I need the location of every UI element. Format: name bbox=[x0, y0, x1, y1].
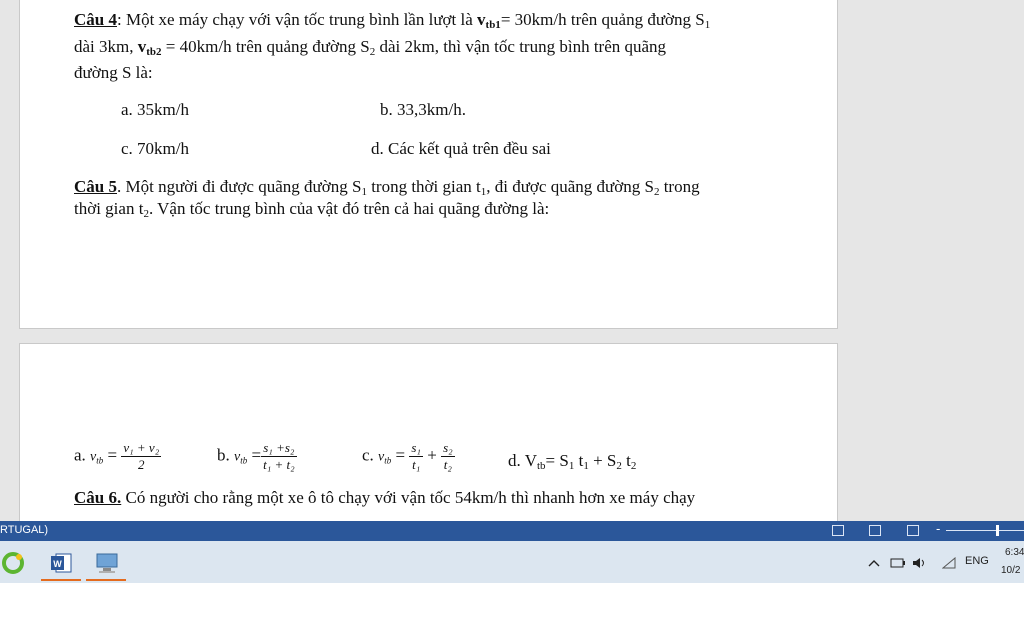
fraction: $\frac{\text{v₁ + v₂}}{2}$ bbox=[123, 440, 160, 472]
fraction: $\frac{\text{s₁ +s₂}}{\text{t₁ + t₂}}$ bbox=[263, 440, 295, 472]
q4-option-c: c. 70km/h bbox=[121, 139, 189, 158]
print-layout-icon[interactable] bbox=[869, 525, 881, 536]
q5-option-c: c. vtb = $\frac{\text{s₁}}{\text{t₁}}$ + $\frac{\text{s₂}}{\text{t₂}}$ bbox=[362, 440, 453, 472]
q4-label: Câu 4 bbox=[74, 10, 117, 29]
read-mode-icon[interactable] bbox=[832, 525, 844, 536]
q5-line-2: thời gian $t_2$. Vận tốc trung bình của vật đó trên cả hai quãng đường là: bbox=[74, 199, 550, 220]
wifi-icon[interactable] bbox=[942, 557, 956, 569]
chevron-up-icon[interactable] bbox=[868, 558, 880, 568]
svg-text:W: W bbox=[53, 559, 62, 569]
q6-line-1: Câu 6. Có người cho rằng một xe ô tô chạy với vận tốc 54km/h thì nhanh hơn xe máy chạy bbox=[74, 488, 696, 507]
q5-option-b: b. vtb = $\frac{\text{s₁ +s₂}}{\text{t₁ + t₂}}$ bbox=[217, 440, 295, 472]
word-icon bbox=[49, 551, 73, 575]
q4-line-1: Câu 4: Một xe máy chạy với vận tốc trung bình lần lượt là vtb1= 30km/h trên quảng đường $S_1$ bbox=[74, 10, 711, 31]
q4-option-d: d. Các kết quả trên đều sai bbox=[371, 139, 551, 158]
taskbar-computer[interactable] bbox=[86, 547, 126, 581]
fraction: $\frac{\text{s₁}}{\text{t₁}}$ bbox=[411, 440, 421, 472]
q4-option-b: b. 33,3km/h. bbox=[380, 100, 466, 119]
q5-label: Câu 5 bbox=[74, 177, 117, 196]
blank-area bbox=[0, 583, 1024, 617]
input-language[interactable]: ENG bbox=[965, 555, 989, 567]
computer-icon bbox=[94, 551, 120, 575]
taskbar-app-1[interactable] bbox=[0, 547, 40, 581]
zoom-slider[interactable] bbox=[946, 530, 1024, 531]
q5-option-d: d. $V_{tb}= S_1$ $t_1 + S_2$ $t_2$ bbox=[508, 451, 637, 472]
q4-option-a: a. 35km/h bbox=[121, 100, 189, 119]
zoom-slider-thumb[interactable] bbox=[996, 525, 999, 536]
q5-option-a: a. vtb = $\frac{\text{v₁ + v₂}}{2}$ bbox=[74, 440, 160, 472]
q6-label: Câu 6. bbox=[74, 488, 122, 507]
q5-line-1: Câu 5. Một người đi được quãng đường $S_1$ trong thời gian $t_1$, đi được quãng đường $S_2$ trong bbox=[74, 177, 700, 198]
app-icon-green bbox=[2, 551, 26, 575]
fraction: $\frac{\text{s₂}}{\text{t₂}}$ bbox=[443, 440, 453, 472]
q4-line-3: đường S là: bbox=[74, 63, 153, 82]
word-status-bar bbox=[0, 521, 1024, 541]
q4-line-2: dài 3km, vtb2 = 40km/h trên quảng đường $S_2$ dài 2km, thì vận tốc trung bình trên quãng bbox=[74, 37, 667, 58]
clock-time[interactable]: 6:34 bbox=[1005, 547, 1024, 558]
taskbar-word[interactable] bbox=[41, 547, 81, 581]
battery-icon[interactable] bbox=[890, 558, 906, 568]
language-indicator[interactable]: RTUGAL) bbox=[0, 524, 49, 536]
clock-date[interactable]: 10/2 bbox=[1001, 565, 1021, 576]
web-layout-icon[interactable] bbox=[907, 525, 919, 536]
windows-taskbar bbox=[0, 541, 1024, 583]
speaker-icon[interactable] bbox=[912, 557, 926, 569]
zoom-out-button[interactable]: - bbox=[936, 521, 941, 536]
